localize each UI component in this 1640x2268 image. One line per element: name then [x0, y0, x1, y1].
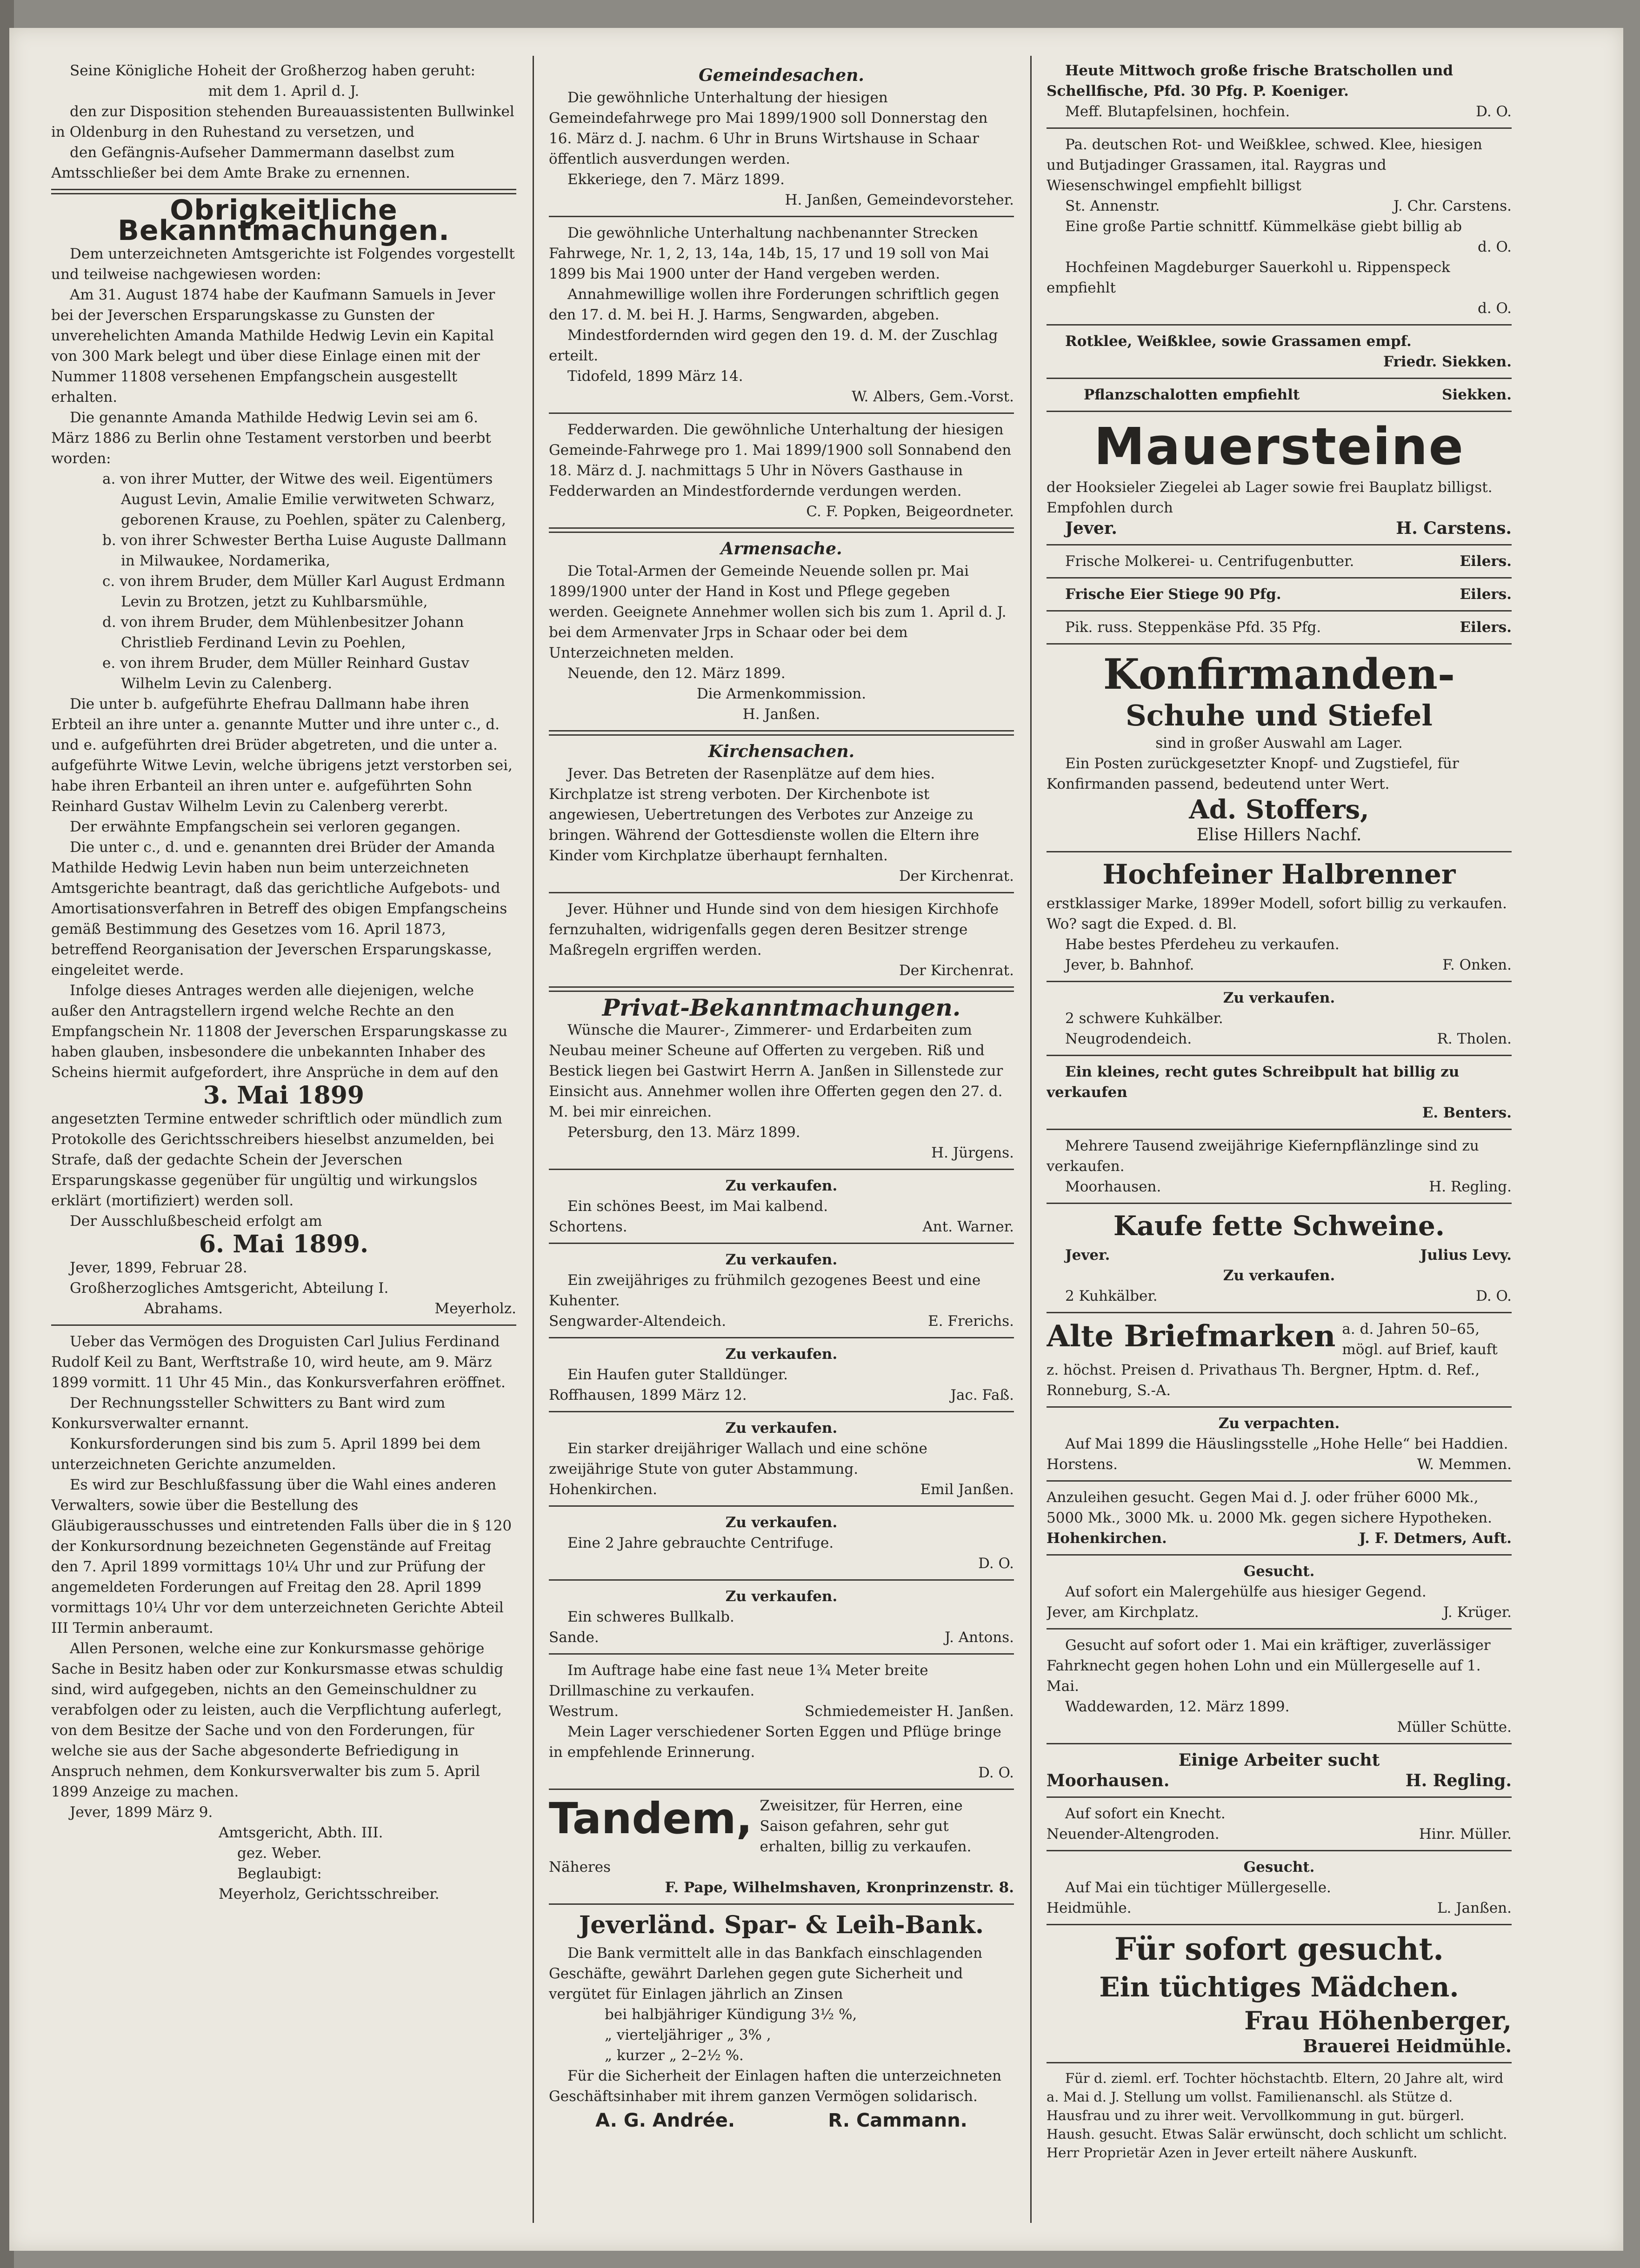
divider: [549, 1411, 1014, 1412]
ad-heading: Zu verkaufen.: [1223, 1267, 1335, 1284]
ad-heading: Einige Arbeiter sucht: [1178, 1750, 1380, 1770]
text-paragraph: Beglaubigt:: [237, 1865, 322, 1882]
signature-line: [1047, 385, 1512, 405]
text-paragraph: Habe bestes Pferdeheu zu verkaufen.: [1065, 936, 1340, 953]
ad-title: Mauersteine: [1093, 417, 1465, 476]
signature: D. O.: [978, 1555, 1014, 1572]
signature-line: [1047, 196, 1512, 216]
rate-line: bei halbjähriger Kündigung 3½ %,: [605, 2006, 857, 2023]
text-paragraph: Anzuleihen gesucht. Gegen Mai d. J. oder früher 6000 Mk., 5000 Mk., 3000 Mk. u. 2000 Mk. gegen sichere Hypotheken.: [1047, 1489, 1492, 1526]
text-paragraph: Die unter c., d. und e. genannten drei Brüder der Amanda Mathilde Hedwig Levin haben nun beim unterzeichneten Amtsgerichte beantragt, daß das gerichtliche Aufgebots- und Amortisationsverfahren in Betreff des obigen Empfangscheins gemäß Bestimmung des Gesetzes vom 16. April 1873, betreffend Reorganisation der Jeverschen Ersparungskasse, eingeleitet werde.: [51, 839, 507, 978]
text-paragraph: Eine große Partie schnittf. Kümmelkäse giebt billig ab: [1065, 218, 1462, 235]
signature: R. Cammann.: [828, 2110, 967, 2131]
text-paragraph: Tidofeld, 1899 März 14.: [567, 368, 743, 385]
rate-line: „ vierteljähriger „ 3% ,: [605, 2027, 771, 2043]
list-item: c. von ihrem Bruder, dem Müller Karl August Erdmann Levin zu Brotzen, jetzt zu Kuhlbarsmühle,: [102, 573, 505, 610]
ad-heading: Gesucht.: [1243, 1563, 1315, 1580]
place: Horstens.: [1047, 1456, 1118, 1473]
text-paragraph: Im Auftrage habe eine fast neue 1¾ Meter breite Drillmaschine zu verkaufen.: [549, 1662, 928, 1699]
ad-text: Pflanzschalotten empfiehlt: [1084, 386, 1300, 403]
divider: [1047, 1406, 1512, 1408]
text-paragraph: Ein starker dreijähriger Wallach und eine schöne zweijährige Stute von guter Abstammung.: [549, 1440, 927, 1477]
signature: E. Frerichs.: [928, 1313, 1014, 1330]
divider: [1047, 981, 1512, 982]
text-paragraph: Ein kleines, recht gutes Schreibpult hat billig zu verkaufen: [1047, 1064, 1460, 1101]
signature-line: [1047, 101, 1512, 122]
place: Hohenkirchen.: [1047, 1530, 1167, 1547]
text-paragraph: Fedderwarden. Die gewöhnliche Unterhaltung der hiesigen Gemeinde-Fahrwege pro 1. Mai 1899/1900 soll Sonnabend den 18. März d. J. nachmittags 5 Uhr in Növers Gasthause in Fedderwarden an Mindestfordernde verdungen werden.: [549, 421, 1012, 499]
text-paragraph: Ein Posten zurückgesetzter Knopf- und Zugstiefel, für Konfirmanden passend, bedeutend unter Wert.: [1047, 755, 1459, 792]
place: St. Annenstr.: [1065, 198, 1160, 214]
ad-heading: Zu verkaufen.: [1223, 990, 1335, 1006]
place: Jever.: [1065, 519, 1117, 538]
divider: [1047, 851, 1512, 852]
text-paragraph: Für d. zieml. erf. Tochter höchstachtb. Eltern, 20 Jahre alt, wird a. Mai d. J. Stellung um vollst. Familienanschl. als Stütze d. Hausfrau und zu ihrer weit. Vervollkommung in gut. bürgerl. Haush. gesucht. Etwas Salär erwünscht, doch schlicht um schlicht. Herr Proprietär Azen in Jever erteilt nähere Auskunft.: [1047, 2070, 1507, 2161]
signature: H. Regling.: [1405, 1771, 1512, 1790]
ad-text: Pik. russ. Steppenkäse Pfd. 35 Pfg.: [1065, 619, 1321, 636]
signature: J. F. Detmers, Auft.: [1359, 1530, 1512, 1547]
column-rule: [1030, 56, 1032, 2223]
place: Schortens.: [549, 1218, 627, 1235]
divider: [1047, 1796, 1512, 1798]
signature: Brauerei Heidmühle.: [1303, 2035, 1512, 2056]
divider: [1047, 1480, 1512, 1482]
text-paragraph: Mindestfordernden wird gegen den 19. d. M. der Zuschlag erteilt.: [549, 327, 998, 364]
list-item: b. von ihrer Schwester Bertha Luise Auguste Dallmann in Milwaukee, Nordamerika,: [102, 532, 507, 569]
signature-line: [1047, 1286, 1512, 1306]
text-paragraph: Auf sofort ein Knecht.: [1065, 1805, 1226, 1822]
text-paragraph: Die Bank vermittelt alle in das Bankfach einschlagenden Geschäfte, gewährt Darlehen gegen gute Sicherheit und vergütet für Einlagen jährlich an Zinsen: [549, 1945, 982, 2002]
rate-line: „ kurzer „ 2–2½ %.: [605, 2047, 744, 2064]
signature: H. Carstens.: [1396, 519, 1512, 538]
text-paragraph: Dem unterzeichneten Amtsgerichte ist Folgendes vorgestellt und teilweise nachgewiesen worden:: [51, 246, 515, 283]
section-heading: Kirchensachen.: [708, 742, 855, 761]
text-paragraph: Der erwähnte Empfangschein sei verloren gegangen.: [70, 818, 461, 835]
signature-line: [549, 1479, 1014, 1500]
text-paragraph: Jever, 1899, Februar 28.: [70, 1259, 247, 1276]
text-paragraph: Gesucht auf sofort oder 1. Mai ein kräftiger, zuverlässiger Fahrknecht gegen hohen Lohn und ein Müllergeselle auf 1. Mai.: [1047, 1637, 1491, 1695]
place: Neugrodendeich.: [1065, 1031, 1192, 1047]
text-paragraph: Ein zweijähriges zu frühmilch gezogenes Beest und eine Kuhenter.: [549, 1272, 981, 1309]
divider: [549, 1579, 1014, 1581]
signature: F. Pape, Wilhelmshaven, Kronprinzenstr. 8.: [665, 1879, 1014, 1896]
text-paragraph: Es wird zur Beschlußfassung über die Wahl eines anderen Verwalters, sowie über die Bestellung des Gläubigerausschusses und eintretenden Falls über die in § 120 der Konkursordnung bezeichneten Gegenstände auf Freitag den 7. April 1899 vormittags 10¼ Uhr und zur Prüfung der angemeldeten Forderungen auf Freitag den 28. April 1899 vormittags 10¼ Uhr vor dem unterzeichneten Gerichte Abteil III Termin anberaumt.: [51, 1477, 512, 1636]
divider: [1047, 1055, 1512, 1056]
text-paragraph: Mehrere Tausend zweijährige Kiefernpflänzlinge sind zu verkaufen.: [1047, 1137, 1479, 1175]
ad-text: Meff. Blutapfelsinen, hochfein.: [1065, 103, 1290, 120]
divider: [549, 1337, 1014, 1338]
signature: J. Antons.: [945, 1629, 1014, 1646]
list-item: a. von ihrer Mutter, der Witwe des weil. Eigentümers August Levin, Amalie Emilie verwitweten Schwarz, geborenen Krause, zu Poehlen, später zu Calenberg,: [102, 471, 507, 528]
ad-title: Tandem,: [549, 1794, 753, 1843]
text-paragraph: Die genannte Amanda Mathilde Hedwig Levin sei am 6. März 1886 zu Berlin ohne Testament verstorben und beerbt worden:: [51, 409, 491, 467]
ad-title: Hochfeiner Halbrenner: [1102, 858, 1456, 890]
place: Sengwarder-Altendeich.: [549, 1313, 727, 1330]
ad-text: 2 Kuhkälber.: [1065, 1288, 1158, 1304]
text-paragraph: Allen Personen, welche eine zur Konkursmasse gehörige Sache in Besitz haben oder zur Konkursmasse etwas schuldig sind, wird aufgegeben, nichts an den Gemeinschuldner zu verabfolgen oder zu leisten, auch die Verpflichtung auferlegt, von dem Besitze der Sache und von den Forderungen, für welche sie aus der Sache abgesonderte Befriedigung in Anspruch nehmen, dem Konkursverwalter bis zum 5. April 1899 Anzeige zu machen.: [51, 1640, 504, 1800]
signature-line: [549, 1701, 1014, 1722]
signature: Meyerholz.: [434, 1300, 516, 1317]
divider: [1047, 577, 1512, 579]
text-paragraph: Auf Mai ein tüchtiger Müllergeselle.: [1065, 1879, 1331, 1896]
divider: [549, 1789, 1014, 1790]
ad-title: Für sofort gesucht.: [1114, 1931, 1444, 1967]
text-paragraph: Die gewöhnliche Unterhaltung nachbenannter Strecken Fahrwege, Nr. 1, 2, 13, 14a, 14b, 15, 17 und 19 soll von Mai 1899 bis Mai 1900 unter der Hand vergeben werden.: [549, 225, 989, 282]
text-paragraph: Petersburg, den 13. März 1899.: [567, 1124, 800, 1141]
signature: J. Chr. Carstens.: [1393, 198, 1512, 214]
list-item: d. von ihrem Bruder, dem Mühlenbesitzer Johann Christlieb Ferdinand Levin zu Poehlen,: [102, 614, 464, 651]
place: Heidmühle.: [1047, 1900, 1132, 1916]
signature: Jac. Faß.: [950, 1387, 1014, 1403]
section-heading: Obrigkeitliche Bekanntmachungen.: [118, 194, 450, 247]
signature-line: [51, 1298, 516, 1319]
ad-text: Zweisitzer, für Herren, eine Saison gefahren, sehr gut erhalten, billig zu verkaufen. Näheres: [549, 1797, 972, 1876]
ad-title: Jeverländ. Spar- & Leih-Bank.: [579, 1911, 984, 1939]
text-paragraph: Rotklee, Weißklee, sowie Grassamen empf.: [1065, 333, 1412, 350]
signature: W. Albers, Gem.-Vorst.: [852, 388, 1014, 405]
signature: Julius Levy.: [1420, 1247, 1512, 1264]
signature: Elise Hillers Nachf.: [1196, 825, 1362, 845]
signature: A. G. Andrée.: [595, 2110, 735, 2131]
signature: Müller Schütte.: [1397, 1719, 1512, 1736]
text-paragraph: Heute Mittwoch große frische Bratschollen und Schellfische, Pfd. 30 Pfg. P. Koeniger.: [1047, 62, 1453, 100]
text-paragraph: den Gefängnis-Aufseher Dammermann daselbst zum Amtsschließer bei dem Amte Brake zu ernennen.: [51, 144, 455, 181]
text-paragraph: Neuende, den 12. März 1899.: [567, 665, 786, 682]
column-3: [1047, 60, 1512, 2218]
newspaper-page: [9, 28, 1623, 2251]
signature: R. Tholen.: [1437, 1031, 1512, 1047]
ad-text: Frische Eier Stiege 90 Pfg.: [1065, 586, 1281, 603]
divider: [549, 1653, 1014, 1655]
signature-line: [1047, 1770, 1512, 1791]
text-paragraph: Jever. Hühner und Hunde sind von dem hiesigen Kirchhofe fernzuhalten, widrigenfalls gegen deren Besitzer strenge Maßregeln ergriffen werden.: [549, 901, 999, 958]
divider: [1047, 411, 1512, 412]
place: Hohenkirchen.: [549, 1481, 657, 1498]
signature: C. F. Popken, Beigeordneter.: [806, 503, 1014, 520]
signature: Der Kirchenrat.: [899, 962, 1014, 979]
divider: [549, 527, 1014, 533]
ad-text: a. d. Jahren 50–65, mögl. auf Brief, kauft z. höchst. Preisen d. Privathaus Th. Bergner, Hptm. d. Ref., Ronneburg, S.-A.: [1047, 1321, 1498, 1399]
text-paragraph: Pa. deutschen Rot- und Weißklee, schwed. Klee, hiesigen und Butjadinger Grassamen, ital. Raygras und Wiesenschwingel empfiehlt billigst: [1047, 136, 1482, 194]
signature: Hinr. Müller.: [1419, 1826, 1512, 1842]
signature: Eilers.: [1460, 586, 1512, 603]
divider: [1047, 610, 1512, 612]
signature: Abrahams.: [144, 1300, 223, 1317]
signature: Der Kirchenrat.: [899, 868, 1014, 885]
text-paragraph: Auf Mai 1899 die Häuslingsstelle „Hohe Helle“ bei Haddien.: [1065, 1436, 1508, 1452]
text-paragraph: Meyerholz, Gerichtsschreiber.: [219, 1886, 440, 1902]
divider: [549, 986, 1014, 992]
text-paragraph: Konkursforderungen sind bis zum 5. April 1899 bei dem unterzeichneten Gerichte anzumelden.: [51, 1436, 481, 1473]
divider: [1047, 2062, 1512, 2063]
text-paragraph: sind in großer Auswahl am Lager.: [1155, 735, 1403, 752]
divider: [1047, 1129, 1512, 1130]
divider: [1047, 1203, 1512, 1204]
signature-line: [549, 1311, 1014, 1331]
text-paragraph: Ein Haufen guter Stalldünger.: [567, 1366, 788, 1383]
column-1: [51, 60, 516, 2218]
divider: [1047, 127, 1512, 129]
ad-text: Frische Molkerei- u. Centrifugenbutter.: [1065, 553, 1354, 570]
place: Jever, b. Bahnhof.: [1065, 957, 1194, 973]
signature-line: [1047, 584, 1512, 605]
signature-line: [1047, 1177, 1512, 1197]
text-paragraph: der Hooksieler Ziegelei ab Lager sowie frei Bauplatz billigst. Empfohlen durch: [1047, 479, 1493, 516]
place: Westrum.: [549, 1703, 619, 1720]
ad-heading: Zu verkaufen.: [725, 1177, 838, 1194]
text-paragraph: Auf sofort ein Malergehülfe aus hiesiger Gegend.: [1065, 1583, 1427, 1600]
text-paragraph: Ueber das Vermögen des Droguisten Carl Julius Ferdinand Rudolf Keil zu Bant, Werftstraße 10, wird heute, am 9. März 1899 vormitt. 11 Uhr 45 Min., das Konkursverfahren eröffnet.: [51, 1333, 506, 1391]
ad-title: Konfirmanden-: [1103, 650, 1455, 699]
divider: [1047, 324, 1512, 326]
ad-subtitle: Schuhe und Stiefel: [1126, 698, 1433, 732]
divider: [1047, 1554, 1512, 1556]
signature: H. Janßen.: [742, 706, 820, 723]
signature-line: [1047, 551, 1512, 572]
ad-title: Kaufe fette Schweine.: [1113, 1210, 1445, 1242]
place: Moorhausen.: [1065, 1178, 1161, 1195]
date-highlight: 6. Mai 1899.: [199, 1230, 369, 1258]
list-item: e. von ihrem Bruder, dem Müller Reinhard Gustav Wilhelm Levin zu Calenberg.: [102, 655, 469, 692]
divider: [51, 1324, 516, 1326]
text-paragraph: Jever, 1899 März 9.: [70, 1804, 213, 1821]
ad-heading: Gesucht.: [1243, 1859, 1315, 1876]
signature: J. Krüger.: [1443, 1604, 1512, 1621]
signature: d. O.: [1477, 300, 1512, 317]
signature: Friedr. Siekken.: [1383, 353, 1512, 370]
divider: [549, 1903, 1014, 1905]
text-paragraph: Mein Lager verschiedener Sorten Eggen und Pflüge bringe in empfehlende Erinnerung.: [549, 1723, 1001, 1761]
text-paragraph: Für die Sicherheit der Einlagen haften die unterzeichneten Geschäftsinhaber mit ihrem ganzen Vermögen solidarisch.: [549, 2068, 1002, 2105]
text-paragraph: Die Total-Armen der Gemeinde Neuende sollen pr. Mai 1899/1900 unter der Hand in Kost und Pflege gegeben werden. Geeignete Annehmer wollen sich bis zum 1. April d. J. bei dem Armenvater Jrps in Schaar oder bei dem Unterzeichneten melden.: [549, 563, 1007, 661]
section-heading: Privat-Bekanntmachungen.: [602, 994, 961, 1021]
divider: [1047, 1312, 1512, 1313]
text-paragraph: Ein schweres Bullkalb.: [567, 1609, 734, 1625]
text-paragraph: Die unter b. aufgeführte Ehefrau Dallmann habe ihren Erbteil an ihre unter a. genannte Mutter und ihre unter c., d. und e. aufgeführten drei Brüder abgetreten, und die unter a. aufgeführte Witwe Levin, welche übrigens jetzt verstorben sei, habe ihren Erbanteil an ihren unter e. aufgeführten Sohn Reinhard Gustav Wilhelm Levin zu Calenberg vererbt.: [51, 696, 513, 815]
text-paragraph: Am 31. August 1874 habe der Kaufmann Samuels in Jever bei der Jeverschen Ersparungskasse zu Gunsten der unverehelichten Amanda Mathilde Hedwig Levin ein Kapital von 300 Mark belegt und über diese Einlage einen mit der Nummer 11808 versehenen Empfangschein ausgestellt erhalten.: [51, 286, 495, 406]
divider: [1047, 544, 1512, 545]
ad-heading: Zu verkaufen.: [725, 1346, 838, 1363]
signature: E. Benters.: [1422, 1104, 1512, 1121]
divider: [1047, 1628, 1512, 1630]
signature: W. Memmen.: [1417, 1456, 1512, 1473]
signature: Siekken.: [1442, 386, 1512, 403]
text-paragraph: Großherzogliches Amtsgericht, Abteilung I.: [70, 1280, 389, 1297]
place: Roffhausen, 1899 März 12.: [549, 1387, 747, 1403]
ad-heading: Zu verkaufen.: [725, 1514, 838, 1531]
section-heading: Armensache.: [720, 539, 842, 559]
text-paragraph: Amtsgericht, Abth. III.: [219, 1824, 383, 1841]
text-paragraph: Die gewöhnliche Unterhaltung der hiesigen Gemeindefahrwege pro Mai 1899/1900 soll Donnerstag den 16. März d. J. nachm. 6 Uhr in Bruns Wirtshause in Schaar öffentlich ausverdungen werden.: [549, 89, 988, 167]
signature: H. Janßen, Gemeindevorsteher.: [785, 192, 1014, 208]
ad-heading: Zu verkaufen.: [725, 1420, 838, 1437]
signature: F. Onken.: [1442, 957, 1512, 973]
signature: Ant. Warner.: [922, 1218, 1014, 1235]
signature: Emil Janßen.: [920, 1481, 1014, 1498]
text-paragraph: Wünsche die Maurer-, Zimmerer- und Erdarbeiten zum Neubau meiner Scheune auf Offerten zu vergeben. Riß und Bestick liegen bei Gastwirt Herrn A. Janßen in Sillenstede zur Einsicht aus. Annehmer wollen ihre Offerten gegen den 27. d. M. bei mir einreichen.: [549, 1022, 1003, 1120]
place: Jever.: [1065, 1247, 1110, 1264]
text-paragraph: Infolge dieses Antrages werden alle diejenigen, welche außer den Antragstellern irgend welche Rechte an den Empfangschein Nr. 11808 der Jeverschen Ersparungskasse zu haben glauben, insbesondere die unbekannten Inhaber des Scheins hiermit aufgefordert, ihre Ansprüche in dem auf den: [51, 982, 508, 1081]
text-paragraph: Der Ausschlußbescheid erfolgt am: [70, 1213, 322, 1230]
signature: Eilers.: [1460, 619, 1512, 636]
divider: [549, 1169, 1014, 1170]
signature: Ad. Stoffers,: [1189, 794, 1369, 825]
signature: D. O.: [1476, 1288, 1512, 1304]
text-paragraph: Ein schönes Beest, im Mai kalbend.: [567, 1198, 828, 1215]
ad-heading: Zu verkaufen.: [725, 1251, 838, 1268]
text-paragraph: Annahmewillige wollen ihre Forderungen schriftlich gegen den 17. d. M. bei H. J. Harms, Sengwarden, abgeben.: [549, 286, 1000, 323]
signature-line: [549, 1627, 1014, 1648]
place: Sande.: [549, 1629, 599, 1646]
divider: [1047, 1850, 1512, 1851]
signature-line: [1047, 1824, 1512, 1844]
signature-line: [1047, 1602, 1512, 1623]
divider: [1047, 1924, 1512, 1925]
signature-line: [1047, 617, 1512, 638]
signature-line: [1047, 955, 1512, 975]
text-paragraph: Waddewarden, 12. März 1899.: [1065, 1698, 1290, 1715]
signature: D. O.: [1476, 103, 1512, 120]
signature-line: [1047, 1528, 1512, 1549]
signature: H. Regling.: [1429, 1178, 1512, 1195]
divider: [1047, 1743, 1512, 1744]
signature-line: [549, 1217, 1014, 1237]
column-2: [549, 60, 1014, 2218]
place: Jever, am Kirchplatz.: [1047, 1604, 1199, 1621]
divider: [1047, 378, 1512, 379]
divider: [1047, 643, 1512, 645]
place: Moorhausen.: [1047, 1771, 1170, 1790]
ad-title: Alte Briefmarken: [1047, 1319, 1336, 1354]
text-paragraph: Seine Königliche Hoheit der Großherzog haben geruht:: [70, 62, 475, 79]
text-paragraph: angesetzten Termine entweder schriftlich oder mündlich zum Protokolle des Gerichtsschreibers hieselbst anzumelden, bei Strafe, daß der gedachte Schein der Jeverschen Ersparungskasse gegenüber für ungültig und wirkungslos erklärt (mortifiziert) werden soll.: [51, 1111, 503, 1209]
text-paragraph: den zur Disposition stehenden Bureauassistenten Bullwinkel in Oldenburg in den Ruhestand zu versetzen, und: [51, 103, 514, 140]
ad-heading: Zu verkaufen.: [725, 1588, 838, 1605]
text-paragraph: erstklassiger Marke, 1899er Modell, sofort billig zu verkaufen. Wo? sagt die Exped. d. Bl.: [1047, 895, 1507, 932]
signature: Frau Höhenberger,: [1244, 2006, 1512, 2035]
ad-heading: Zu verpachten.: [1218, 1415, 1340, 1432]
text-paragraph: Hochfeinen Magdeburger Sauerkohl u. Rippenspeck empfiehlt: [1047, 259, 1450, 296]
signature: d. O.: [1477, 239, 1512, 255]
signature: D. O.: [978, 1764, 1014, 1781]
signature-line: [1047, 1029, 1512, 1049]
signature-line: [549, 1385, 1014, 1405]
text-paragraph: Jever. Das Betreten der Rasenplätze auf dem hies. Kirchplatze ist streng verboten. Der Kirchenbote ist angewiesen, Uebertretungen des Verbotes zur Anzeige zu bringen. Während der Gottesdienste wollen die Eltern ihre Kinder vom Kirchplatze überhaupt fernhalten.: [549, 765, 980, 864]
divider: [549, 1505, 1014, 1507]
divider: [549, 216, 1014, 217]
date-highlight: 3. Mai 1899: [203, 1081, 365, 1110]
signature-line: [1047, 1454, 1512, 1475]
signature-line: [549, 2110, 1014, 2131]
place: Neuender-Altengroden.: [1047, 1826, 1220, 1842]
text-paragraph: Der Rechnungssteller Schwitters zu Bant wird zum Konkursverwalter ernannt.: [51, 1395, 446, 1432]
ad-subtitle: Ein tüchtiges Mädchen.: [1099, 1971, 1459, 2003]
signature-line: [1047, 518, 1512, 539]
signature: Die Armenkommission.: [696, 685, 867, 702]
signature: H. Jürgens.: [931, 1144, 1014, 1161]
tandem-ad: [549, 1796, 1014, 1898]
signature: L. Janßen.: [1437, 1900, 1512, 1916]
column-rule: [533, 56, 534, 2223]
divider: [549, 730, 1014, 736]
signature-line: [1047, 1245, 1512, 1265]
text-paragraph: Eine 2 Jahre gebrauchte Centrifuge.: [567, 1535, 834, 1551]
signature: Schmiedemeister H. Janßen.: [805, 1703, 1014, 1720]
text-paragraph: gez. Weber.: [237, 1845, 322, 1862]
divider: [549, 1243, 1014, 1244]
text-paragraph: Ekkeriege, den 7. März 1899.: [567, 171, 785, 188]
signature-line: [1047, 1898, 1512, 1918]
text-paragraph: 2 schwere Kuhkälber.: [1065, 1010, 1223, 1027]
text-paragraph: mit dem 1. April d. J.: [208, 83, 360, 100]
divider: [549, 412, 1014, 414]
signature: Eilers.: [1460, 553, 1512, 570]
briefmarken-ad: [1047, 1319, 1512, 1401]
divider: [549, 892, 1014, 893]
section-heading: Gemeindesachen.: [699, 66, 864, 85]
